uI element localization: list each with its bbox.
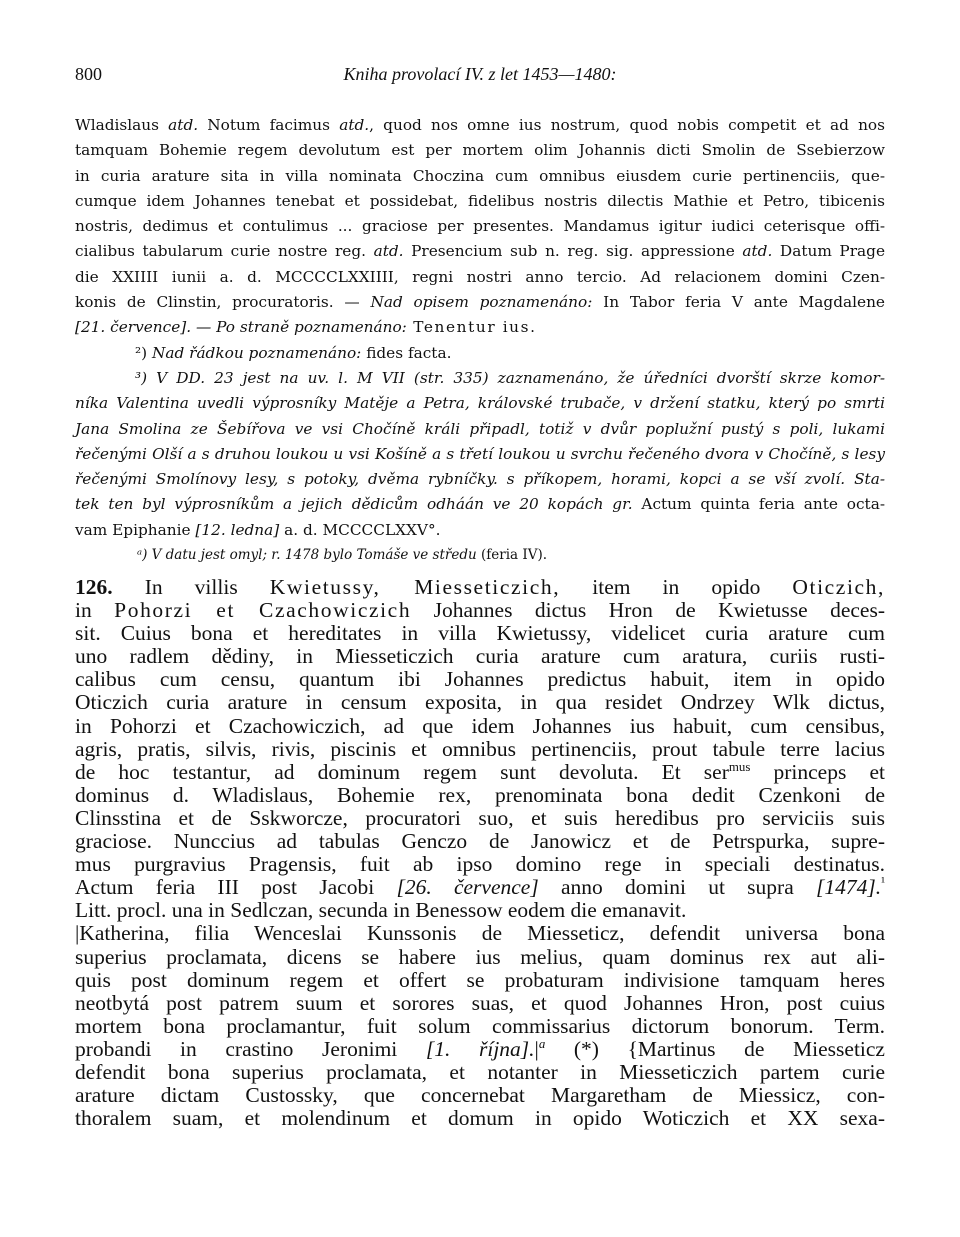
entry-line: uno radlem dědiny, in Miesseticzich curia arature cum aratura, curiis rusti-	[75, 644, 885, 669]
entry-line: probandi in crastino Jeronimi [1. $října].|^a$ (*) {Martinus de Miesseticz	[75, 1036, 885, 1061]
entry-line: sit. Cuius bona et hereditates in villa Kwietussy, videlicet curia arature cum	[75, 621, 885, 646]
entry-line: agris, pratis, silvis, rivis, piscinis et omnibus pertinenciis, prout tabule terre lacius	[75, 736, 885, 761]
running-title: Kniha provolací IV. z let 1453—1480:	[343, 64, 617, 84]
note-line: tamquam Bohemie regem devolutum est per mortem olim Johannis dicti Smolin de Ssebierzow	[75, 141, 885, 160]
note-line: cumque idem Johannes tenebat et possidebat, fidelibus nostris dilectis Mathie et Petro, tibicenis	[75, 191, 885, 210]
entry-line: de hoc testantur, ad dominum regem sunt devoluta. Et ser$^{mus}$ princeps et	[75, 759, 885, 784]
entry-line: graciose. Nunccius ad tabulas Genczo de Janowicz et de Petrspurka, supre-	[75, 829, 885, 854]
entry-line: dominus d. Wladislaus, Bohemie rex, prenominata bona dedit Czenkoni de	[75, 782, 885, 807]
note-line: Wladislaus atd. Notum facimus atd., quod nos omne ius nostrum, quod nobis competit et ad nos	[75, 116, 885, 134]
note-line: nostris, dedimus et contulimus ... graciose per presentes. Mandamus igitur iudici ceterisque offi-	[75, 217, 885, 236]
entry-line: Oticzich curia arature in censum exposita, in qua residet Ondrzey Wlk dictus,	[75, 690, 885, 715]
footnote-2: ²) Nad řádkou poznamenáno: fides facta.	[135, 343, 452, 362]
entry-line: arature dictam Custossky, que concernebat Margaretham de Miessicz, con-	[75, 1083, 885, 1108]
entry-line: quis post dominum regem et offert se probaturam indivisione tamquam heres	[75, 967, 885, 992]
entry-line: 126. In villis Kwietussy, Miesseticzich, item in opido Oticzich,	[75, 575, 885, 599]
footnote-a: ᵃ) V datu jest omyl; r. 1478 bylo Tomáše ve středu (feria IV).	[137, 547, 547, 564]
entry-line: calibus cum censu, quantum ibi Johannes predictus habuit, item in opido	[75, 667, 885, 692]
page-number: 800	[75, 64, 102, 84]
note-line: vam Epiphanie [12. ledna] a. d. MCCCCLXXV°.	[75, 520, 441, 539]
entry-line: Clinsstina et de Sskworcze, procuratori suo, et suis heredibus pro serviciis suis	[75, 805, 885, 830]
footnotes-block	[75, 113, 885, 568]
note-line: in curia arature sita in villa nominata Choczina cum omnibus eiusdem curie pertinenciis, que-	[75, 166, 885, 185]
entry-line: neotbytá post patrem suum et sorores suas, et quod Johannes Hron, post cuius	[75, 990, 885, 1015]
note-line: [21. července]. — Po straně poznamenáno: Tenentur ius.	[75, 318, 537, 337]
note-line: cialibus tabularum curie nostre reg. atd. Presencium sub n. reg. sig. appressione atd. Datum Prage	[75, 242, 885, 261]
note-line: die XXIIII iunii a. d. MCCCCLXXIIII, regni nostri anno tercio. Ad relacionem domini Czen-	[75, 267, 885, 286]
entry-number: 126.	[75, 575, 113, 599]
footnote-3: ³) V DD. 23 jest na uv. l. M VII (str. 335) zaznamenáno, že úředníci dvorští skrze komor-	[135, 368, 885, 387]
entry-line: Actum feria III post Jacobi [26. července] anno domini ut supra [1474].$^{^1}$	[75, 875, 885, 900]
note-line: řečenými Smolínovy lesy, s potoky, dvěma rybníčky. s příkopem, horami, kopci a se vší zvolí. Sta-	[75, 470, 885, 489]
note-line: tek ten byl výprosníkům a jejich dědicům odháán ve 20 kopách gr. Actum quinta feria ante octa-	[75, 495, 885, 514]
note-line: řečenými Olší a s druhou loukou u vsi Košíně a s třetí loukou u svrchu řečeného dvora v Chočíně, s lesy	[75, 444, 885, 463]
entry-line: thoralem suam, et molendinum et domum in opido Woticzich et XX sexa-	[75, 1106, 885, 1131]
page-header	[75, 60, 885, 94]
entry-line: Litt. procl. una in Sedlczan, secunda in Benessow eodem die emanavit.	[75, 898, 687, 923]
entry-line: mortem bona proclamantur, fuit solum commissarius dictorum bonorum. Term.	[75, 1013, 885, 1038]
entry-126	[75, 576, 885, 1130]
entry-line: in Pohorzi et Czachowiczich, ad que idem Johannes ius habuit, cum censibus,	[75, 713, 885, 738]
book-page	[75, 60, 885, 1131]
note-line: konis de Clinstin, procuratoris. — Nad opisem poznamenáno: In Tabor feria V ante Magdalene	[75, 293, 885, 312]
entry-line: in Pohorzi et Czachowiczich Johannes dictus Hron de Kwietusse deces-	[75, 598, 885, 623]
entry-line: superius proclamata, dicens se habere ius melius, quam dominus rex aut ali-	[75, 944, 885, 969]
entry-line: mus purgravius Pragensis, fuit ab ipso domino rege in speciali destinatus.	[75, 852, 885, 877]
note-line: Jana Smolina ze Šebířova ve vsi Chočíně králi připadl, totiž v dvůr poplužní pustý s poli, lukami	[75, 419, 885, 438]
entry-line: |Katherina, filia Wenceslai Kunssonis de Miesseticz, defendit universa bona	[75, 921, 885, 946]
note-line: níka Valentina uvedli výprosníky Matěje a Petra, královské trubače, v držení statku, který po smrti	[75, 394, 885, 413]
entry-line: defendit bona superius proclamata, et notanter in Miesseticzich partem curie	[75, 1059, 885, 1084]
